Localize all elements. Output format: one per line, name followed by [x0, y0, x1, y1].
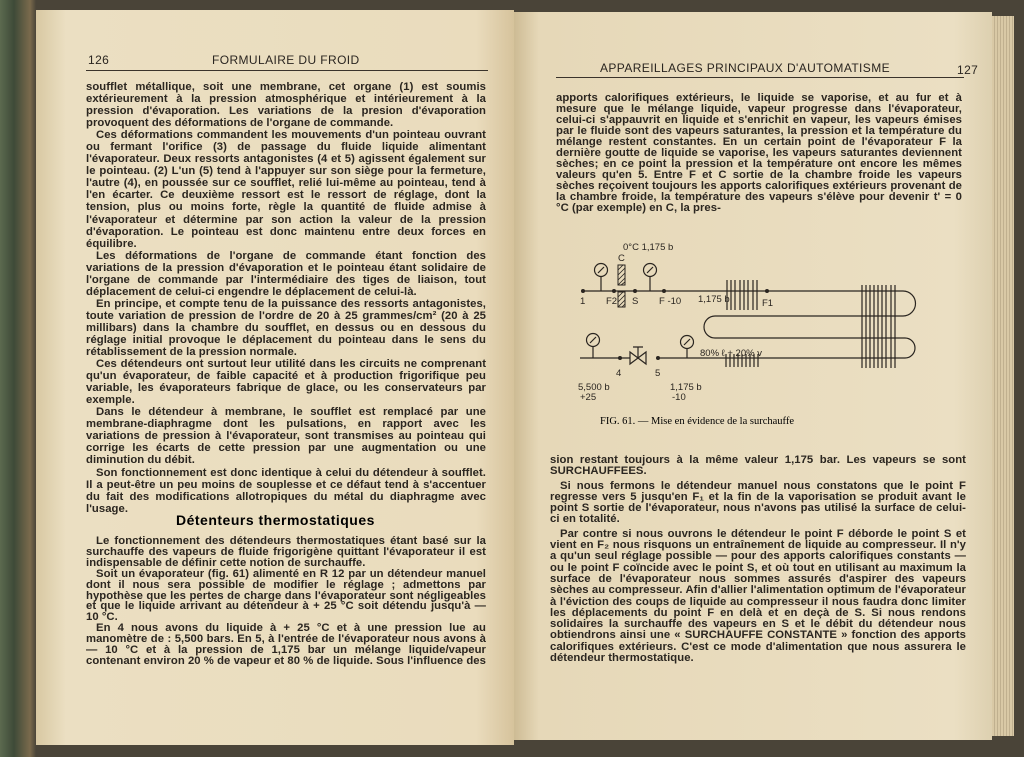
- valve-handle: [633, 347, 643, 358]
- label-point-f: F -10: [659, 296, 682, 307]
- page-edges: [992, 16, 1014, 736]
- label-temp-5: -10: [672, 392, 686, 403]
- hatched-wall-c: [618, 265, 625, 307]
- left-text-bottom: [86, 536, 486, 667]
- paragraph: En principe, et compte tenu de la puissance des ressorts antagonistes, toute variation de pression de l'ordre de 20 à 25 grammes/cm² (20 à 25 millibars) dans la chambre du soufflet, en dessus ou en dessous du réglage initial provoque le déplacement du pointeau dans le sens du rétablissement de la pression normale.: [86, 297, 486, 359]
- page-number-left: 126: [88, 53, 110, 67]
- label-point-1: 1: [580, 296, 586, 307]
- paragraph: soufflet métallique, soit une membrane, cet organe (1) est soumis extérieurement à la pression atmosphérique et intérieurement à la pression d'évaporation. Les variations de la presion d'évaporation provoquent des déformations de l'organe de commande.: [86, 81, 486, 130]
- paragraph: Ces détendeurs ont surtout leur utilité dans les circuits ne comprenant qu'un évaporateur, de faible capacité et à production frigorifique peu variable, les évaporateurs fabrique de glace, ou les conservateurs par exemple.: [86, 358, 486, 407]
- paragraph: Son fonctionnement est donc identique à celui du détendeur à soufflet. Il a peut-être un peu moins de souplesse et ce défaut tend à s'accentuer du fait des modifications allotropiques du métal du diaphragme avec l'usage.: [86, 466, 486, 515]
- label-mixture: 80% ℓ + 20% v: [700, 348, 762, 359]
- paragraph: apports calorifiques extérieurs, le liquide se vaporise, et au fur et à mesure que le mélange liquide, vapeur progresse dans l'évaporateur, celui-ci s'appauvrit en liquide et s'enrichit en vapeur, les vapeurs émises par le fluide sont des vapeurs saturantes, la pression et la température du mélange restent constantes. En un certain point de l'évaporateur F la dernière goutte de liquide se vaporise, les vapeurs saturantes deviennent sèches; en ce point la pression et la température ont encore les mêmes valeurs qu'en 5. Entre F et C sortie de la chambre froide les vapeurs sèches reçoivent toujours les apports calorifiques extérieurs provenant de la chambre froide, la température des vapeurs s'élève pour devenir t' = 0 °C (par exemple) en C, la pres-: [556, 92, 962, 214]
- paragraph: Le fonctionnement des détendeurs thermostatiques étant basé sur la surchauffe des vapeurs de fluide frigorigène quittant l'évaporateur il est indispensable de définir cette notion de surchauffe.: [86, 535, 486, 569]
- label-pressure-5: 1,175 b: [670, 382, 702, 393]
- figure-61-diagram: [560, 230, 920, 435]
- running-head-left: FORMULAIRE DU FROID: [212, 53, 360, 67]
- running-head-right: APPAREILLAGES PRINCIPAUX D'AUTOMATISME: [600, 61, 890, 75]
- label-point-s: S: [632, 296, 639, 307]
- paragraph: En 4 nous avons du liquide à + 25 °C et à une pression lue au manomètre de : 5,500 bars. En 5, à l'entrée de l'évaporateur nous avons à — 10 °C et à la pression de 1,175 bar un mélange liquide/vapeur contenant environ 20 % de vapeur et 80 % de liquide. Sous l'influence des: [86, 622, 486, 667]
- header-rule-right: [556, 77, 964, 78]
- label-outlet-conditions: 0°C 1,175 b: [623, 242, 674, 253]
- label-point-5: 5: [655, 368, 661, 379]
- paragraph: Si nous fermons le détendeur manuel nous constatons que le point F regresse vers 5 jusqu'en F₁ et la fin de la vaporisation se produit avant le point S sortie de l'évaporateur, nous n'avons pas utilisé la surface de celui-ci en totalité.: [550, 479, 966, 526]
- paragraph: Par contre si nous ouvrons le détendeur le point F déborde le point S et vient en F₂ nous risquons un entraînement de liquide au compresseur. Il n'y a qu'un seul réglage possible — pour des apports calorifiques constants — ou le point F coïncide avec le point S, et où tout en utilisant au maximum la surface de l'évaporateur nous sommes assurés d'aspirer des vapeurs sèches au compresseur. Afin d'allier l'alimentation optimum de l'évaporateur à l'éviction des coups de liquide au compresseur il nous faudra donc limiter les déplacements du point F en delà et en deçà de S. Si nous rendons solidaires la surchauffe des vapeurs en S et le débit du détendeur nous obtiendrons ainsi une « SURCHAUFFE CONSTANTE » fonction des apports calorifiques extérieurs. C'est ce mode d'alimentation que nous assurera le détendeur thermostatique.: [550, 527, 966, 665]
- label-point-f2: F2: [606, 296, 618, 307]
- fins-right: [862, 285, 895, 368]
- label-point-4: 4: [616, 368, 622, 379]
- figure-caption: FIG. 61. — Mise en évidence de la surchauffe: [600, 416, 794, 427]
- section-heading: Détenteurs thermostatiques: [176, 512, 375, 528]
- paragraph: sion restant toujours à la même valeur 1,175 bar. Les vapeurs se sont SURCHAUFFEES.: [550, 454, 966, 478]
- paragraph: Les déformations de l'organe de commande étant fonction des variations de la pression d'évaporation et le pointeau étant solidaire de l'organe de commande par l'intermédiaire des tiges de liaison, tout déplacement de celui-ci engendre le déplacement de celui-là.: [86, 249, 486, 298]
- page-number-right: 127: [957, 63, 979, 77]
- label-point-f1: F1: [762, 298, 774, 309]
- paragraph: Dans le détendeur à membrane, le soufflet est remplacé par une membrane-diaphragme dont les pulsations, en rapport avec les variations de pression à l'évaporateur, sont transmises au pointeau qui corrige les écarts de cette pression par une augmentation ou une diminution du débit.: [86, 406, 486, 467]
- left-text-top: [86, 81, 486, 515]
- paragraph: Soit un évaporateur (fig. 61) alimenté en R 12 par un détendeur manuel dont il nous sera possible de modifier le réglage ; admettons par hypothèse que les pertes de charge dans l'évaporateur sont négligeables et que le liquide arrivant au détendeur à + 25 °C soit détendu jusqu'à — 10 °C.: [86, 567, 486, 624]
- label-temp-4: +25: [580, 392, 597, 403]
- label-c: C: [618, 253, 625, 264]
- label-pressure-4: 5,500 b: [578, 382, 610, 393]
- right-text-top: [556, 93, 962, 214]
- header-rule-left: [86, 70, 488, 71]
- label-pressure-mid: 1,175 b: [698, 294, 730, 305]
- fins-left: [727, 280, 757, 310]
- right-text-bottom: [550, 455, 966, 664]
- paragraph: Ces déformations commandent les mouvements d'un pointeau ouvrant ou fermant l'orifice (3) de passage du fluide liquide alimentant l'évaporateur. Deux ressorts antagonistes (4 et 5) agissent également sur le pointeau. (2) L'un (5) tend à l'appuyer sur son siège pour la fermeture, l'autre (4), en poussée sur ce soufflet, relié lui-même au pointeau, tend à l'en écarter. Ce deuxième ressort est le ressort de réglage, dont la tension, plus ou moins forte, règle la quantité de fluide admise à l'évaporateur et détermine par son action la valeur de la pression d'évaporation. Le pointeau est donc maintenu entre deux forces en équilibre.: [86, 129, 486, 250]
